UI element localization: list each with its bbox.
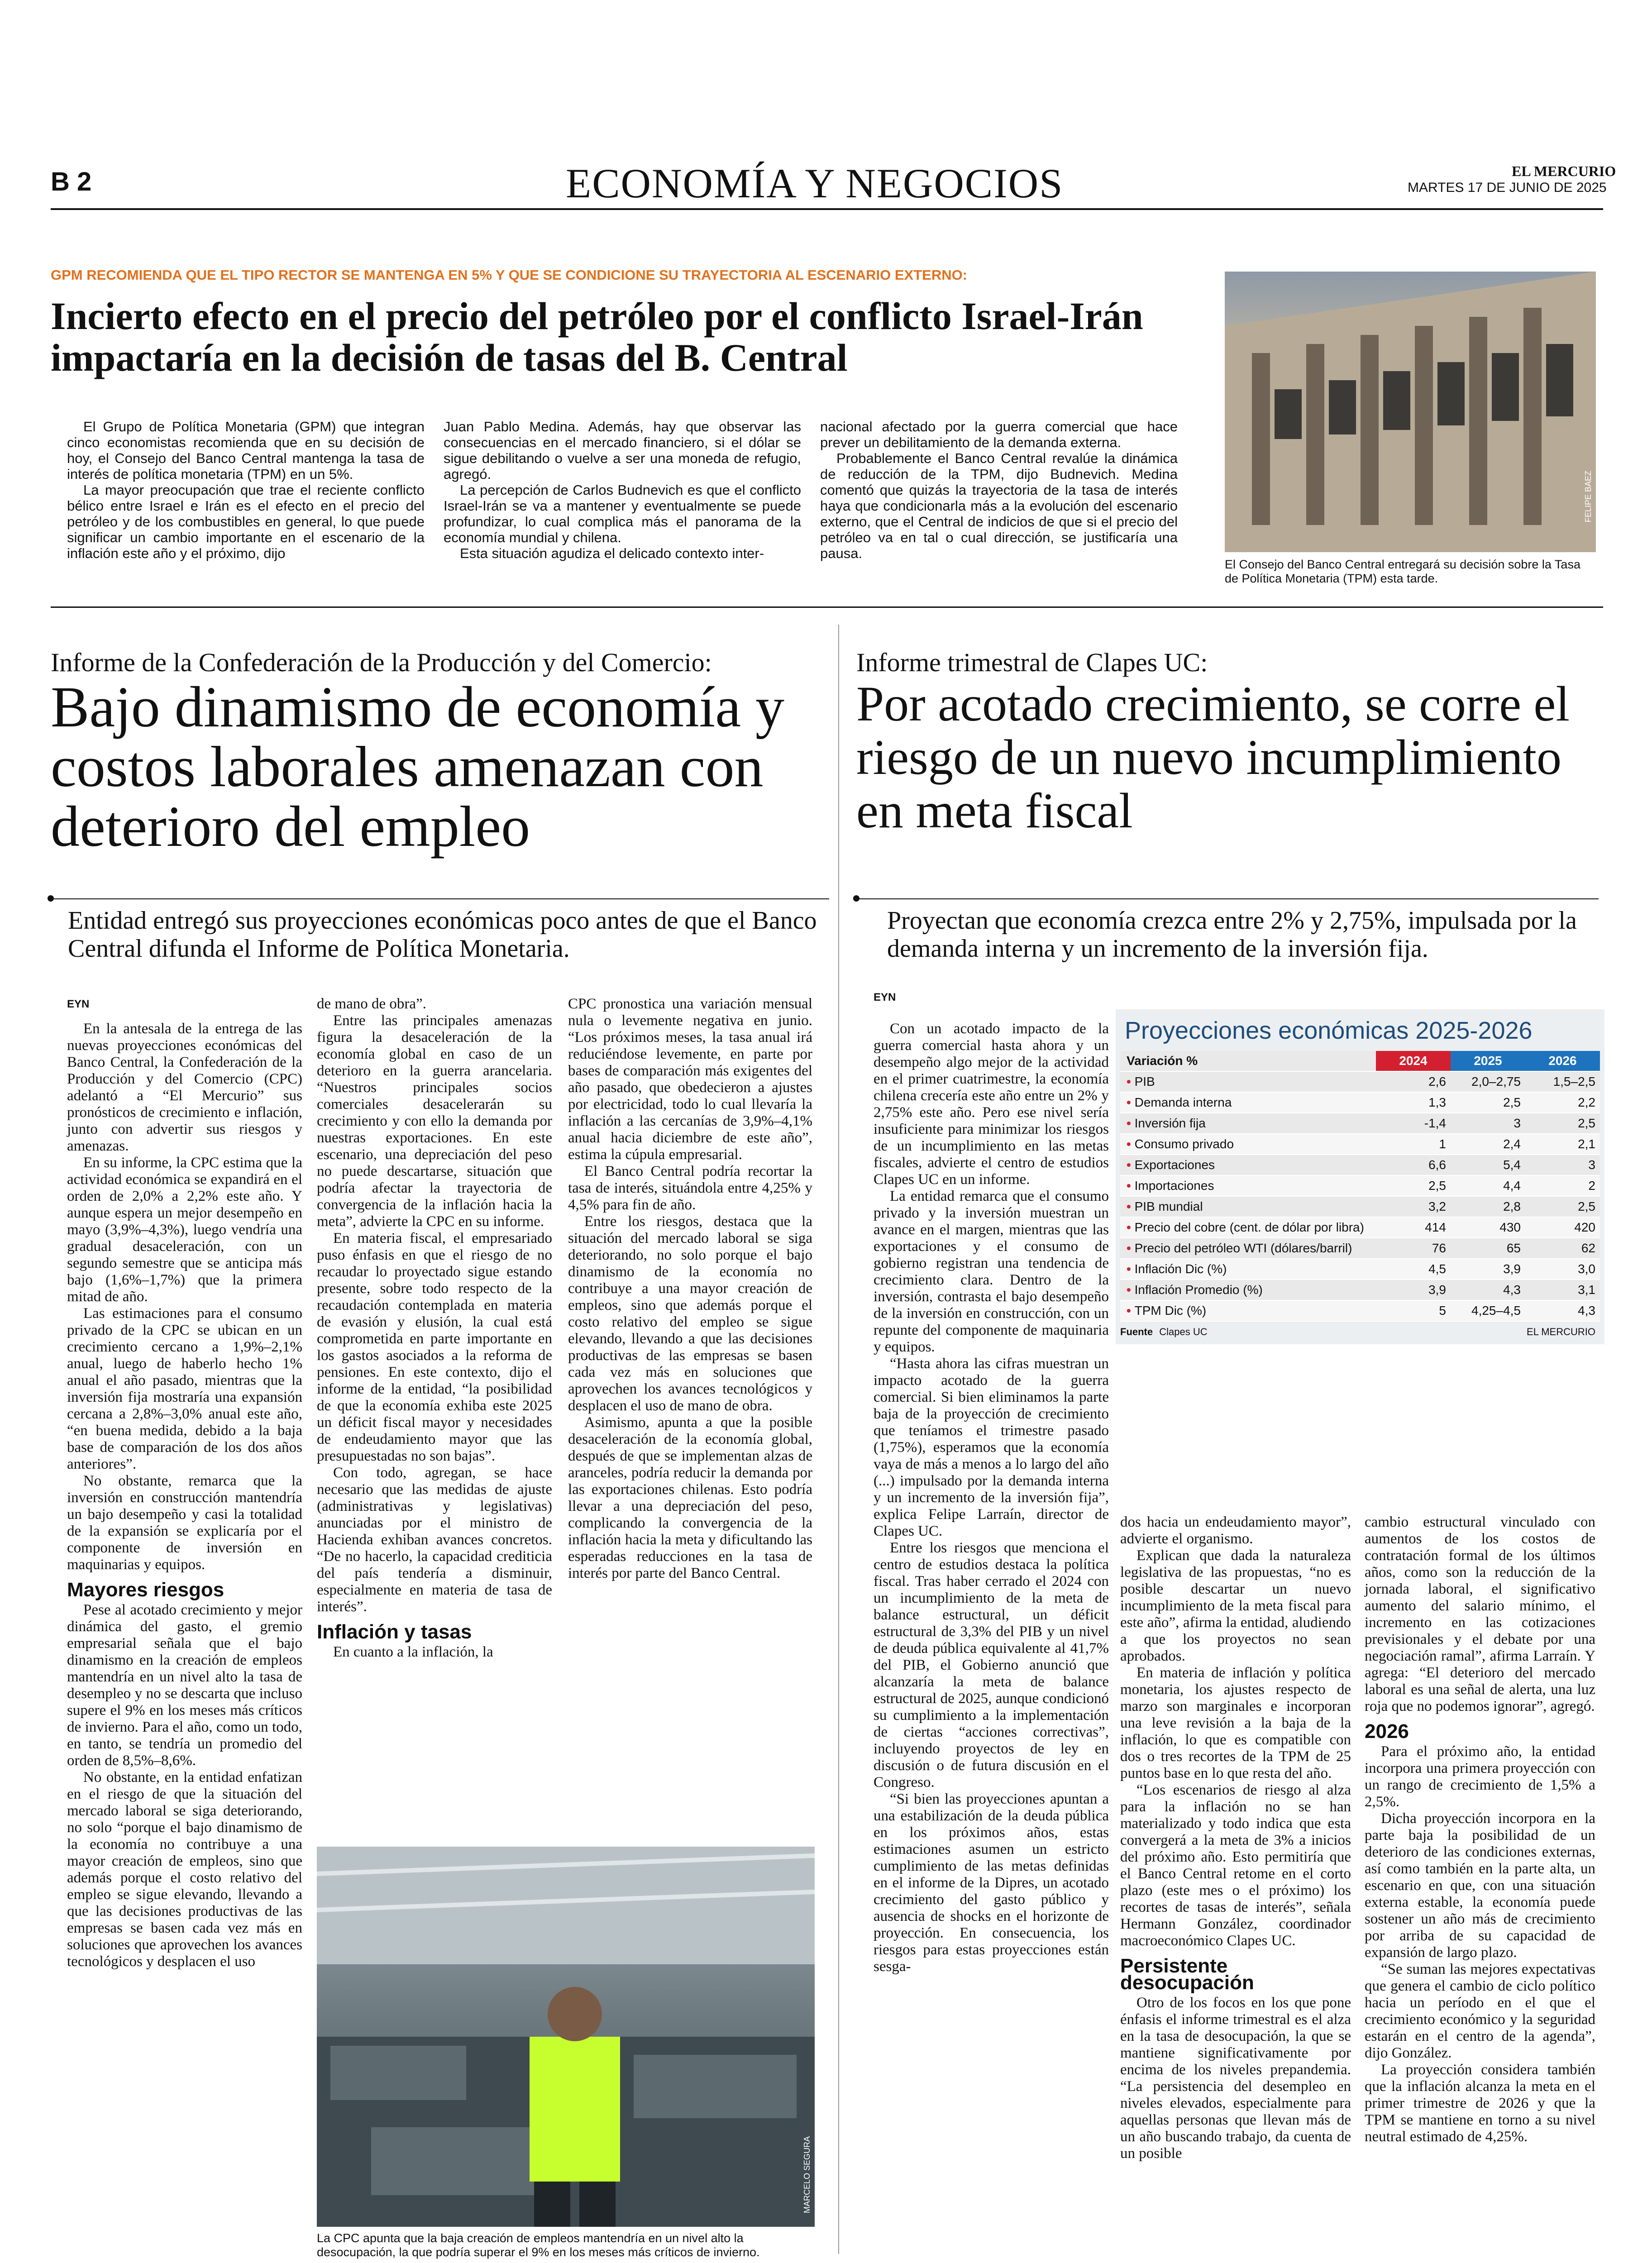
paragraph: Probablemente el Banco Central revalúe la dinámica de reducción de la TPM, dijo Budnevich. Medina comentó que quizás la trayectoria de la tasa de interés haya que condicionarla más a la evolución del escenario externo, que el Central de indicios de que si el precio del petróleo va en tal o cual dirección, se justificaría una pausa. [820, 450, 1178, 561]
brand-label: EL MERCURIO [1527, 1326, 1595, 1337]
left-headline: Bajo dinamismo de economía y costos laborales amenazan con deterioro del empleo [51, 675, 784, 859]
paragraph: Pese al acotado crecimiento y mejor dinámica del gasto, el gremio empresarial señala que el bajo dinamismo en la creación de empleos mantendría en un nivel alto la tasa de desempleo y no se descarta que incluso supere el 9% en los meses más críticos de invierno. Para el año, como un todo, en tanto, se tendría un promedio del orden de 8,5%–8,6%. [67, 1602, 302, 1769]
table-row [1120, 1300, 1600, 1321]
paragraph: Explican que dada la naturaleza legislativa de las propuestas, “no es posible descartar un nuevo incumplimiento de la meta fiscal para este año”, afirma la entidad, aludiendo a que los proyectos no sean aprobados. [1120, 1547, 1351, 1664]
column-header: 2025 [1451, 1051, 1525, 1071]
paragraph: nacional afectado por la guerra comercial que hace prever un debilitamiento de la demanda externa. [820, 419, 1178, 450]
row-label: • PIB [1120, 1071, 1376, 1092]
top-story-col-3 [820, 419, 1178, 561]
paragraph: Asimismo, apunta a que la posible desaceleración de la economía global, después de que se implementan alzas de aranceles, podría reducir la demanda por las exportaciones chilenas. Esto podría llevar a una depreciación del peso, complicando la convergencia de la inflación hacia la meta y dificultando las esperadas reducciones en la tasa de interés por parte del Banco Central. [568, 1414, 812, 1581]
row-label: • TPM Dic (%) [1120, 1300, 1376, 1321]
row-header: Variación % [1120, 1051, 1376, 1071]
paragraph: “Se suman las mejores expectativas que genera el cambio de ciclo político hacia un período en el que el crecimiento económico y la seguridad estarán en el centro de la agenda”, dijo González. [1365, 1961, 1595, 2061]
paragraph: Esta situación agudiza el delicado contexto inter- [460, 545, 764, 561]
table-cell: 2,5 [1525, 1196, 1600, 1217]
table-row [1120, 1134, 1600, 1155]
right-col-2 [1120, 1514, 1351, 2162]
table-cell: 1 [1376, 1134, 1451, 1155]
paragraph: Entre los riesgos, destaca que la situación del mercado laboral se siga deteriorando, no solo porque el bajo dinamismo de la economía no contribuye a una mayor creación de empleos, sino que además porque el costo relativo del empleo se sigue elevando, llevando a que las decisiones productivas de las empresas se basen cada vez más en soluciones que aprovechen los avances tecnológicos y desplacen el uso de mano de obra. [568, 1213, 812, 1414]
table-cell: 4,5 [1376, 1259, 1451, 1280]
paragraph: Otro de los focos en los que pone énfasis el informe trimestral es el alza en la tasa de desocupación, la que se mantiene significativamente por encima de los niveles prepandemia. “La persistencia del desempleo en niveles elevados, especialmente para aquellas personas que llevan más de un año buscando trabajo, da cuenta de un posible [1120, 1995, 1351, 2162]
table-cell: 3,2 [1376, 1196, 1451, 1217]
table-row [1120, 1259, 1600, 1280]
subheading: Mayores riesgos [67, 1579, 224, 1601]
table-row [1120, 1280, 1600, 1300]
paragraph: cambio estructural vinculado con aumentos de los costos de contratación formal de los últimos años, como son la reducción de la jornada laboral, el significativo aumento del salario mínimo, el incremento en las cotizaciones previsionales y el debate por una negociación ramal”, afirma Larraín. Y agrega: “El deterioro del mercado laboral es una señal de alerta, una luz roja que no podemos ignorar”, agregó. [1365, 1514, 1595, 1714]
right-deck-rule [856, 898, 1599, 899]
paper-name: EL MERCURIO [1512, 163, 1616, 179]
bullet-dot [853, 895, 859, 902]
subheading: 2026 [1365, 1720, 1409, 1743]
table-cell: 1,5–2,5 [1525, 1071, 1600, 1092]
paragraph: La percepción de Carlos Budnevich es que el conflicto Israel-Irán se va a mantener y eventualmente se puede profundizar, lo cual complica más el panorama de la economía mundial y chilena. [444, 482, 801, 545]
table-cell: 6,6 [1376, 1155, 1451, 1175]
table-cell: 3,0 [1525, 1259, 1600, 1280]
table-cell: 62 [1525, 1238, 1600, 1259]
section-title: ECONOMÍA Y NEGOCIOS [566, 160, 1064, 206]
left-col-3 [568, 996, 812, 1582]
table-cell: 430 [1451, 1217, 1525, 1238]
paragraph: No obstante, en la entidad enfatizan en el riesgo de que la situación del mercado laboral se siga deteriorando, no solo “porque el bajo dinamismo de la economía no contribuye a una mayor creación de empleos, sino que además porque el costo relativo del empleo se sigue elevando, llevando a que las decisiones productivas de las empresas se basen cada vez más en soluciones que aprovechen los avances tecnológicos y desplacen el uso [67, 1769, 302, 1970]
paragraph: Con un acotado impacto de la guerra comercial hasta ahora y un desempeño algo mejor de la actividad en el primer cuatrimestre, la economía chilena crecería este año entre un 2% y 2,75% este año. Pero ese nivel sería insuficiente para minimizar los riesgos de un incumplimiento en las metas fiscales, advierte el centro de estudios Clapes UC en un informe. [874, 1021, 1109, 1188]
right-deck: Proyectan que economía crezca entre 2% y 2,75%, impulsada por la demanda interna y un incremento de la inversión fija. [887, 907, 1577, 963]
paragraph: Juan Pablo Medina. Además, hay que observar las consecuencias en el mercado financiero, si el dólar se sigue debilitando o vuelve a ser una moneda de refugio, agregó. [444, 419, 801, 482]
table-cell: 3,9 [1451, 1259, 1525, 1280]
table-cell: 2 [1525, 1175, 1600, 1196]
paragraph: La mayor preocupación que trae el reciente conflicto bélico entre Israel e Irán es el efecto en el precio del petróleo y de los combustibles en general, lo que puede significar un cambio importante en el escenario de la inflación este año y el próximo, dijo [67, 482, 425, 561]
column-header: 2024 [1376, 1051, 1451, 1071]
paragraph: El Grupo de Política Monetaria (GPM) que integran cinco economistas recomienda que en su decisión de hoy, el Consejo del Banco Central mantenga la tasa de interés de política monetaria (TPM) en un 5%. [67, 419, 425, 482]
table-cell: 5 [1376, 1300, 1451, 1321]
subheading: Inflación y tasas [317, 1621, 472, 1643]
paragraph: Entre los riesgos que menciona el centro de estudios destaca la política fiscal. Tras haber cerrado el 2024 con un incumplimiento de la meta de balance estructural, un déficit estructural de 3,3% del PIB y un nivel de deuda pública equivalente al 41,7% del PIB, el Gobierno anunció que alcanzaría la meta de balance estructural de 2025, aunque condicionó su cumplimiento a la implementación de ciertas “acciones correctivas”, incluyendo proyectos de ley en discusión o de futura discusión en el Congreso. [874, 1540, 1109, 1790]
projections-table [1116, 1009, 1604, 1344]
paragraph: En la antesala de la entrega de las nuevas proyecciones económicas del Banco Central, la Confederación de la Producción y del Comercio (CPC) adelantó a “El Mercurio” sus pronósticos de crecimiento e inflación, junto con advertir sus riesgos y amenazas. [67, 1021, 302, 1154]
paragraph: La proyección considera también que la inflación alcanza la meta en el primer trimestre de 2026 y que la TPM se mantiene en torno a su nivel neutral estimado de 4,25%. [1365, 2062, 1595, 2145]
row-label: • Precio del petróleo WTI (dólares/barril) [1120, 1238, 1376, 1259]
left-col-1 [67, 1021, 302, 1970]
table-cell: 3 [1451, 1113, 1525, 1134]
top-photo-caption: El Consejo del Banco Central entregará su decisión sobre la Tasa de Política Monetaria (TPM) esta tarde. [1225, 558, 1580, 585]
table-cell: 2,6 [1376, 1071, 1451, 1092]
left-col-2 [317, 996, 552, 1661]
paragraph: En su informe, la CPC estima que la actividad económica se expandirá en el orden de 2,0% a 2,2% este año. Y aunque espera un mejor desempeño en mayo (3,9%–4,3%), luego vendría una gradual desaceleración, con un segundo semestre que se anticipa más bajo (1,6%–1,7%) que la primera mitad de año. [67, 1155, 302, 1305]
table-cell: 65 [1451, 1238, 1525, 1259]
section-divider [51, 606, 1603, 608]
table-cell: 3 [1525, 1155, 1600, 1175]
row-label: • Inflación Promedio (%) [1120, 1280, 1376, 1300]
table-cell: 4,25–4,5 [1451, 1300, 1525, 1321]
row-label: • PIB mundial [1120, 1196, 1376, 1217]
row-label: • Importaciones [1120, 1175, 1376, 1196]
table-cell: 4,4 [1451, 1175, 1525, 1196]
byline: EYN [67, 998, 90, 1010]
table-cell: 2,4 [1451, 1134, 1525, 1155]
paragraph: Dicha proyección incorpora en la parte baja la posibilidad de un deterioro de las condiciones externas, así como también en la parte alta, un escenario en que, con una situación externa estable, la economía puede sostener un año más de crecimiento por arriba de su capacidad de expansión de largo plazo. [1365, 1810, 1595, 1961]
row-label: • Demanda interna [1120, 1092, 1376, 1113]
table-cell: 2,0–2,75 [1451, 1071, 1525, 1092]
paragraph: dos hacia un endeudamiento mayor”, advierte el organismo. [1120, 1514, 1351, 1547]
table-footer [1120, 1326, 1600, 1340]
table-cell: 5,4 [1451, 1155, 1525, 1175]
issue-date: MARTES 17 DE JUNIO DE 2025 [1408, 180, 1607, 195]
table-cell: 2,2 [1525, 1092, 1600, 1113]
top-story-col-2 [444, 419, 801, 561]
table-row [1120, 1238, 1600, 1259]
worker-illustration [317, 1847, 815, 2227]
table-cell: 3,1 [1525, 1280, 1600, 1300]
left-deck: Entidad entregó sus proyecciones económicas poco antes de que el Banco Central difunda el Informe de Política Monetaria. [68, 907, 817, 963]
table-row [1120, 1175, 1600, 1196]
row-label: • Precio del cobre (cent. de dólar por libra) [1120, 1217, 1376, 1238]
right-col-1 [874, 1021, 1109, 1975]
paragraph: de mano de obra”. [317, 996, 426, 1012]
paragraph: “Si bien las proyecciones apuntan a una estabilización de la deuda pública en los próximos años, estas estimaciones asumen un estricto cumplimiento de las metas definidas en el informe de la Dipres, un acotado crecimiento del gasto público y ausencia de shocks en el horizonte de proyección. En consecuencia, los riesgos para estas proyecciones están sesga- [874, 1791, 1109, 1975]
byline: EYN [874, 991, 896, 1003]
table-cell: 2,1 [1525, 1134, 1600, 1155]
left-deck-rule [51, 898, 829, 899]
table-cell: 4,3 [1525, 1300, 1600, 1321]
table-cell: 3,9 [1376, 1280, 1451, 1300]
masthead-rule [51, 208, 1603, 210]
projections-grid [1120, 1051, 1600, 1322]
paragraph: “Los escenarios de riesgo al alza para la inflación no se han materializado y todo indica que esta convergerá a la meta de 3% a inicios del próximo año. Esto permitiría que el Banco Central retome en el corto plazo (este mes o el próximo) los recortes de tasas de interés”, señala Hermann González, coordinador macroeconómico Clapes UC. [1120, 1782, 1351, 1949]
row-label: • Consumo privado [1120, 1134, 1376, 1155]
row-label: • Inflación Dic (%) [1120, 1259, 1376, 1280]
table-row [1120, 1092, 1600, 1113]
row-label: • Exportaciones [1120, 1155, 1376, 1175]
table-cell: 2,8 [1451, 1196, 1525, 1217]
warehouse-photo [317, 1847, 815, 2227]
photo-credit: FELIPE BAEZ [1584, 471, 1593, 523]
paragraph: CPC pronostica una variación mensual nula o levemente negativa en junio. “Los próximos meses, la tasa anual irá reduciéndose levemente, en parte por bases de comparación más exigentes del año pasado, que obedecieron a ajustes por electricidad, todo lo cual llevaría la inflación a las cercanías de 3,9%–4,1% anual hacia diciembre de este año”, estima la cúpula empresarial. [568, 996, 812, 1163]
table-cell: 1,3 [1376, 1092, 1451, 1113]
row-label: • Inversión fija [1120, 1113, 1376, 1134]
central-bank-photo [1225, 272, 1596, 552]
table-cell: 414 [1376, 1217, 1451, 1238]
table-row [1120, 1113, 1600, 1134]
table-cell: -1,4 [1376, 1113, 1451, 1134]
photo-credit: MARCELO SEGURA [802, 2136, 812, 2214]
left-photo-caption: La CPC apunta que la baja creación de empleos mantendría en un nivel alto la desocupación, la que podría superar el 9% en los meses más críticos de invierno. [317, 2231, 760, 2259]
table-cell: 420 [1525, 1217, 1600, 1238]
table-cell: 2,5 [1451, 1092, 1525, 1113]
table-row [1120, 1071, 1600, 1092]
table-cell: 2,5 [1525, 1113, 1600, 1134]
paragraph: En cuanto a la inflación, la [333, 1644, 493, 1660]
paragraph: Las estimaciones para el consumo privado de la CPC se ubican en un crecimiento cercano a 1,9%–2,1% anual, luego de haberlo hecho 1% anual el año pasado, mientras que la inversión fija mostraría una expansión cercana a 2,8%–3,0% anual este año, “en buena medida, debido a la baja base de comparación de los dos años anteriores”. [67, 1305, 302, 1472]
table-row [1120, 1217, 1600, 1238]
paragraph: En materia fiscal, el empresariado puso énfasis en que el riesgo de no recaudar lo proyectado sigue estando presente, sobre todo respecto de la recaudación contemplada en materia de evasión y elusión, la cual está comprometida en parte importante en los gastos asociados a la reforma de pensiones. En este contexto, dijo el informe de la entidad, “la posibilidad de que la economía exhiba este 2025 un déficit fiscal mayor y necesidades de endeudamiento mayor que las presupuestadas no son bajas”. [317, 1230, 552, 1464]
table-row [1120, 1155, 1600, 1175]
source: Clapes UC [1159, 1326, 1208, 1337]
paragraph: La entidad remarca que el consumo privado y la inversión muestran un avance en el margen, mientras que las exportaciones y el consumo de gobierno registran una tendencia de crecimiento clara. Dentro de la inversión, contrasta el bajo desempeño de la inversión en construcción, con un repunte del componente de maquinaria y equipos. [874, 1188, 1109, 1355]
right-kicker: Informe trimestral de Clapes UC: [856, 648, 1208, 677]
column-header: 2026 [1525, 1051, 1600, 1071]
paragraph: Con todo, agregan, se hace necesario que las medidas de ajuste (administrativas y legislativas) anunciadas por el ministro de Hacienda exhiban avances concretos. “De no hacerlo, la capacidad crediticia del país tendería a disminuir, especialmente en materia de tasa de interés”. [317, 1465, 552, 1615]
paragraph: El Banco Central podría recortar la tasa de interés, situándola entre 4,25% y 4,5% para fin de año. [568, 1163, 812, 1213]
right-col-3 [1365, 1514, 1595, 2145]
paragraph: Entre las principales amenazas figura la desaceleración de la economía global en caso de un deterioro en la guerra arancelaria. “Nuestros principales socios comerciales desacelerarán su crecimiento y con ello la demanda por nuestras exportaciones. En este escenario, una depreciación del peso no puede descartarse, situación que podría afectar la trayectoria de convergencia de la inflación hacia la meta”, advierte la CPC en su informe. [317, 1012, 552, 1230]
top-story-col-1 [67, 419, 425, 561]
paragraph: “Hasta ahora las cifras muestran un impacto acotado de la guerra comercial. Si bien eliminamos la parte baja de la proyección de crecimiento que teníamos el trimestre pasado (1,75%), esperamos que la economía vaya de más a menos a lo largo del año (...) impulsado por la demanda interna y un incremento de la inversión fija”, explica Felipe Larraín, director de Clapes UC. [874, 1356, 1109, 1539]
table-cell: 4,3 [1451, 1280, 1525, 1300]
table-row [1120, 1196, 1600, 1217]
page-number: B 2 [51, 167, 92, 196]
right-headline: Por acotado crecimiento, se corre el riesgo de un nuevo incumplimiento en meta fiscal [856, 676, 1570, 838]
table-cell: 2,5 [1376, 1175, 1451, 1196]
table-title: Proyecciones económicas 2025-2026 [1125, 1017, 1533, 1044]
building-illustration [1225, 272, 1596, 552]
subheading: Persistente desocupación [1120, 1955, 1254, 1994]
paragraph: Para el próximo año, la entidad incorpora una primera proyección con un rango de crecimiento de 1,5% a 2,5%. [1365, 1743, 1595, 1810]
table-cell: 76 [1376, 1238, 1451, 1259]
source-label: Fuente [1120, 1326, 1153, 1337]
left-kicker: Informe de la Confederación de la Producción y del Comercio: [51, 648, 712, 677]
column-divider [838, 625, 839, 2254]
bullet-dot [48, 895, 54, 902]
paragraph: En materia de inflación y política monetaria, los ajustes respecto de marzo son marginales e incorporan una leve revisión a la baja de la inflación, lo que es compatible con dos o tres recortes de la TPM de 25 puntos base en lo que resta del año. [1120, 1665, 1351, 1781]
top-kicker: GPM RECOMIENDA QUE EL TIPO RECTOR SE MANTENGA EN 5% Y QUE SE CONDICIONE SU TRAYECTORIA AL ESCENARIO EXTERNO: [51, 267, 968, 283]
paragraph: No obstante, remarca que la inversión en construcción mantendría un bajo desempeño y casi la totalidad de la expansión se explicaría por el componente de inversión en maquinarias y equipos. [67, 1473, 302, 1573]
top-headline: Incierto efecto en el precio del petróleo por el conflicto Israel-Irán impactaría en la decisión de tasas del B. Central [51, 294, 1143, 379]
